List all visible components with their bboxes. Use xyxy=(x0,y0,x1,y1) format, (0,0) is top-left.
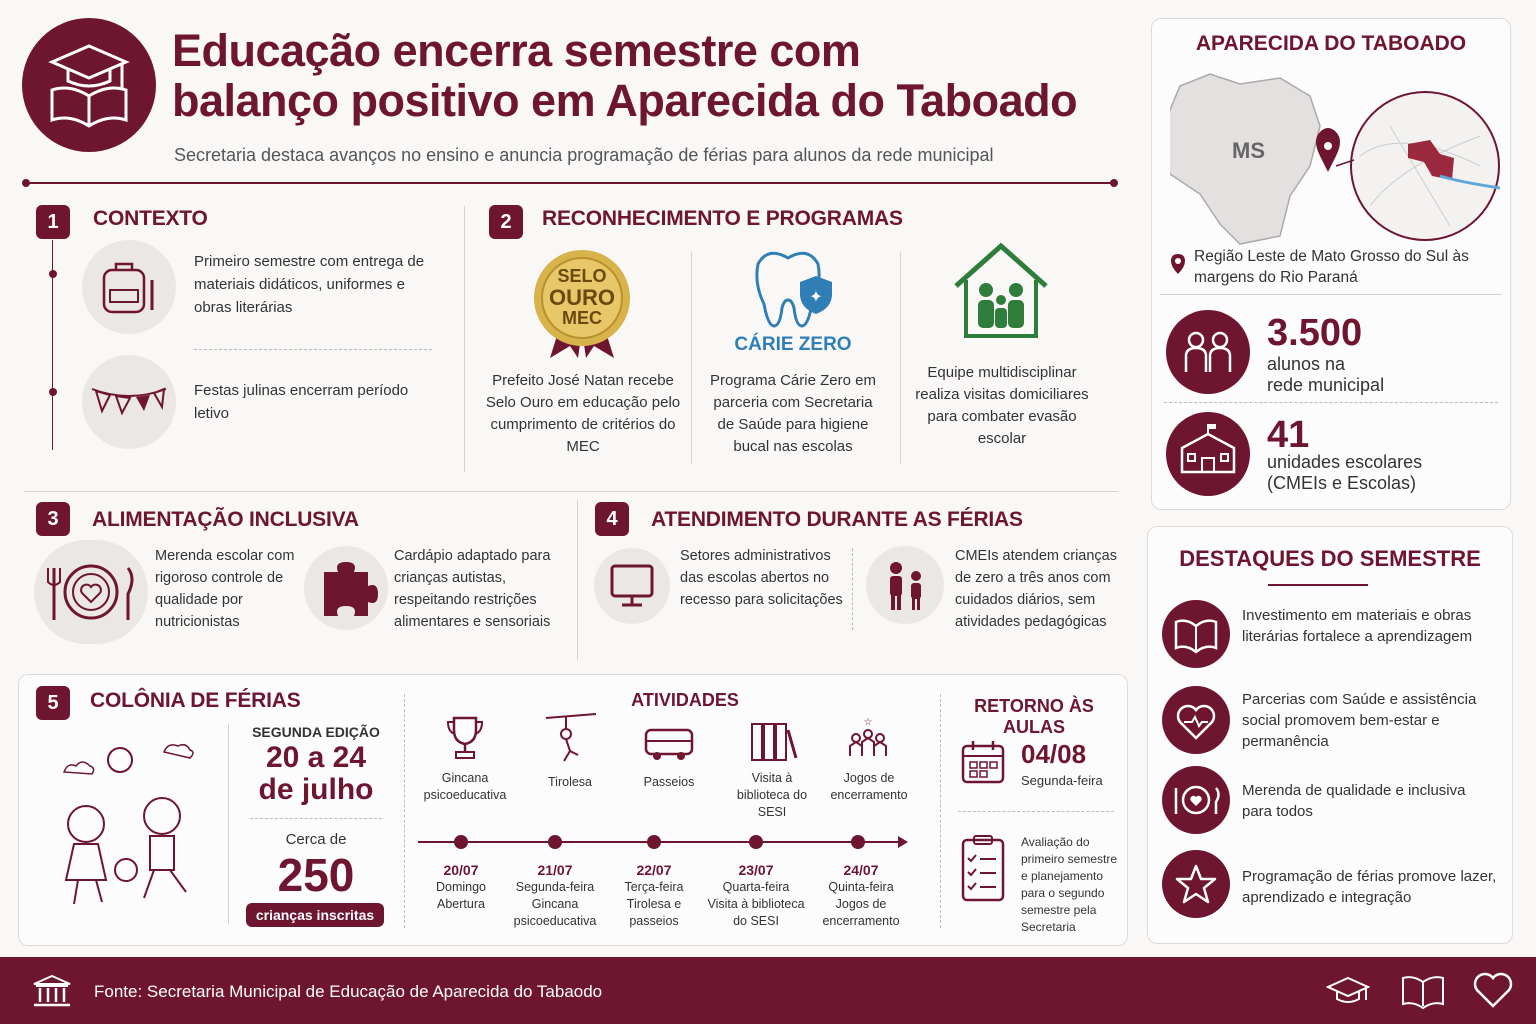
section-number: 2 xyxy=(489,205,523,239)
dashed-divider xyxy=(194,349,432,350)
reconhecimento-item-3: Equipe multidisciplinar realiza visitas domiciliares para combater evasão escolar xyxy=(915,364,1089,447)
alimentacao-item-2: Cardápio adaptado para crianças autistas, respeitando restrições alimentares e sensoriais xyxy=(394,548,551,630)
state-label: MS xyxy=(1232,138,1265,163)
reconhecimento-item-1: Prefeito José Natan recebe Selo Ouro em educação pelo cumprimento de critérios do MEC xyxy=(485,372,681,455)
open-book-icon xyxy=(1400,972,1446,1010)
column-divider xyxy=(577,500,578,660)
children-icon xyxy=(866,546,944,624)
school-icon xyxy=(1166,412,1250,496)
timeline-arrow xyxy=(898,836,908,848)
edition-label: SEGUNDA EDIÇÃO xyxy=(252,724,380,740)
page-subtitle: Secretaria destaca avanços no ensino e anuncia programação de férias para alunos da rede municipal xyxy=(174,145,994,165)
header-divider xyxy=(24,182,1116,184)
book-icon xyxy=(1162,600,1230,668)
section-title-contexto: CONTEXTO xyxy=(93,207,208,230)
alimentacao-item-1: Merenda escolar com rigoroso controle de qualidade por nutricionistas xyxy=(155,548,295,630)
celebration-icon xyxy=(842,716,894,766)
header-emblem xyxy=(22,18,156,152)
location-pin-icon xyxy=(1170,253,1186,275)
highlight-item: Programação de férias promove lazer, aprendizado e integração xyxy=(1242,868,1497,906)
clipboard-icon xyxy=(960,834,1006,904)
dashed-divider xyxy=(250,818,382,819)
return-day: Segunda-feira xyxy=(1021,773,1103,788)
activity-label: Jogos de encerramento xyxy=(830,771,908,802)
contexto-item-2: Festas julinas encerram período letivo xyxy=(194,382,409,422)
activity-label: Tirolesa xyxy=(548,775,592,789)
section-title-alimentacao: ALIMENTAÇÃO INCLUSIVA xyxy=(92,508,359,531)
divider-dot xyxy=(22,179,30,187)
location-text: Região Leste de Mato Grosso do Sul às margens do Rio Paraná xyxy=(1194,248,1469,286)
timeline-dot xyxy=(454,835,468,849)
graduation-book-icon xyxy=(22,18,156,152)
column-divider xyxy=(900,252,901,464)
students-count: 3.500 xyxy=(1267,312,1363,354)
section-title-colonia: COLÔNIA DE FÉRIAS xyxy=(90,689,301,712)
dashed-divider xyxy=(404,694,405,928)
carie-zero-label: CÁRIE ZERO xyxy=(734,334,852,355)
column-divider xyxy=(691,252,692,464)
students-icon xyxy=(1166,310,1250,394)
section-number: 1 xyxy=(36,205,70,239)
divider-dot xyxy=(1110,179,1118,187)
calendar-icon xyxy=(960,738,1006,786)
dashed-divider xyxy=(958,811,1114,812)
timeline-dot xyxy=(548,835,562,849)
return-note: Avaliação do primeiro semestre e planejamento para o segundo semestre pela Secretaria xyxy=(1021,835,1118,934)
ms-map xyxy=(1170,66,1500,246)
books-icon xyxy=(748,718,800,764)
activity-label: Passeios xyxy=(643,775,695,789)
about-label: Cerca de xyxy=(285,831,347,848)
computer-icon xyxy=(594,548,670,624)
highlight-item: Merenda de qualidade e inclusiva para todos xyxy=(1242,782,1466,820)
map-title: APARECIDA DO TABOADO xyxy=(1195,32,1467,55)
footer-source: Fonte: Secretaria Municipal de Educação de Aparecida do Tabaodo xyxy=(94,982,603,1001)
svg-text:✦: ✦ xyxy=(809,287,823,306)
timeline-entry: 21/07 Segunda-feira Gincana psicoeducativa xyxy=(513,862,597,928)
trophy-icon xyxy=(440,712,490,762)
section-title-ferias: ATENDIMENTO DURANTE AS FÉRIAS xyxy=(651,508,1023,531)
seal-line1: SELO xyxy=(557,266,607,286)
children-playing-illustration xyxy=(34,732,214,912)
highlight-item: Parcerias com Saúde e assistência social promovem bem-estar e permanência xyxy=(1242,691,1477,750)
timeline-dot xyxy=(851,835,865,849)
row-divider xyxy=(24,491,1118,492)
graduation-cap-icon xyxy=(1326,972,1370,1010)
zipline-icon xyxy=(544,712,598,766)
activities-title: ATIVIDADES xyxy=(631,690,739,710)
contexto-item-1: Primeiro semestre com entrega de materiais didáticos, uniformes e obras literárias xyxy=(194,253,425,316)
highlight-item: Investimento em materiais e obras literárias fortalece a aprendizagem xyxy=(1242,607,1473,645)
highlights-title: DESTAQUES DO SEMESTRE xyxy=(1179,546,1481,571)
seal-line2: OURO xyxy=(549,285,615,310)
students-label: alunos na rede municipal xyxy=(1267,354,1385,395)
title-underline xyxy=(1268,584,1368,586)
row-divider xyxy=(1160,294,1502,295)
section-number: 3 xyxy=(36,502,70,536)
government-building-icon xyxy=(32,974,72,1010)
ferias-item-2: CMEIs atendem crianças de zero a três anos com cuidados diários, sem atividades pedagógicas xyxy=(955,548,1117,630)
plate-heart-icon xyxy=(34,540,148,644)
timeline-dot xyxy=(647,835,661,849)
timeline-dot xyxy=(49,388,57,396)
activity-label: Gincana psicoeducativa xyxy=(423,771,507,802)
timeline-entry: 23/07 Quarta-feira Visita à biblioteca do SESI xyxy=(707,862,805,928)
dashed-divider xyxy=(1164,402,1498,403)
return-title: RETORNO ÀS AULAS xyxy=(974,696,1094,737)
timeline-dot xyxy=(749,835,763,849)
return-date: 04/08 xyxy=(1021,739,1087,769)
timeline-entry: 22/07 Terça-feira Tirolesa e passeios xyxy=(624,862,684,928)
timeline-entry: 20/07 Domingo Abertura xyxy=(435,862,487,911)
ferias-item-1: Setores administrativos das escolas abertos no recesso para solicitações xyxy=(680,548,843,608)
children-count: 250 xyxy=(277,849,355,901)
timeline-dot xyxy=(49,270,57,278)
count-label: crianças inscritas xyxy=(246,903,384,927)
dashed-divider xyxy=(852,548,853,630)
section-title-reconhecimento: RECONHECIMENTO E PROGRAMAS xyxy=(542,207,903,230)
schools-count: 41 xyxy=(1267,414,1310,456)
dashed-divider xyxy=(940,694,941,928)
timeline-entry: 24/07 Quinta-feira Jogos de encerramento xyxy=(822,862,900,928)
backpack-icon xyxy=(82,240,176,334)
tooth-shield-icon xyxy=(748,246,844,330)
page-title: Educação encerra semestre com balanço positivo em Aparecida do Taboado xyxy=(172,25,1078,126)
activity-label: Visita à biblioteca do SESI xyxy=(736,771,808,819)
column-divider xyxy=(464,206,465,472)
gold-seal-icon xyxy=(524,246,640,362)
plate-icon xyxy=(1162,766,1230,834)
svg-text:☆: ☆ xyxy=(863,717,873,728)
section-number: 5 xyxy=(36,686,70,720)
colonia-dates: 20 a 24 de julho xyxy=(258,741,374,806)
heart-icon xyxy=(1162,686,1230,754)
puzzle-icon xyxy=(304,546,388,630)
family-house-icon xyxy=(950,242,1052,342)
schools-label: unidades escolares (CMEIs e Escolas) xyxy=(1267,452,1423,493)
heart-outline-icon xyxy=(1472,972,1514,1010)
column-divider xyxy=(228,724,229,924)
section-number: 4 xyxy=(595,502,629,536)
star-icon xyxy=(1162,850,1230,918)
reconhecimento-item-2: Programa Cárie Zero em parceria com Secretaria de Saúde para higiene bucal nas escolas xyxy=(710,372,876,455)
seal-line3: MEC xyxy=(562,308,602,328)
bus-icon xyxy=(644,724,696,764)
bunting-icon xyxy=(82,355,176,449)
